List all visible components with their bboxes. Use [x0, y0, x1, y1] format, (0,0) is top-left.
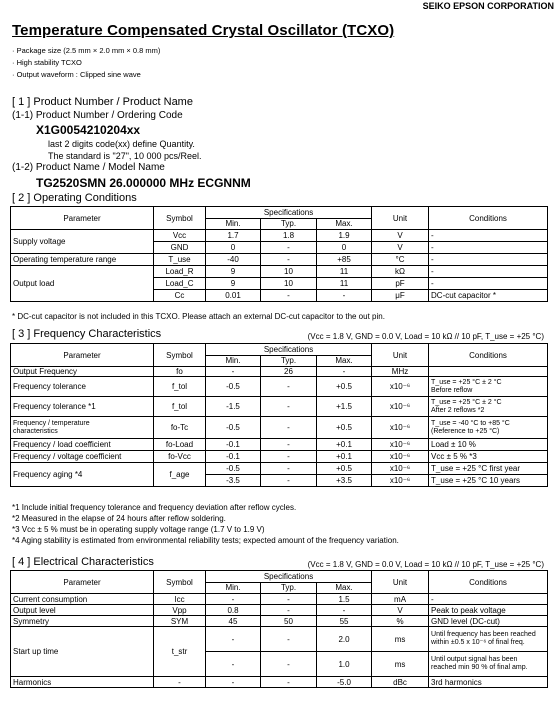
min-cell: 9	[206, 266, 261, 278]
section-1-heading: [ 1 ] Product Number / Product Name	[12, 96, 193, 108]
typ-cell: -	[261, 417, 317, 439]
symbol-cell: Load_C	[154, 278, 206, 290]
typ-cell: -	[261, 463, 317, 475]
header-specifications: Specifications	[206, 207, 372, 219]
conditions-cell: GND level (DC-cut)	[429, 616, 548, 627]
section-2-heading: [ 2 ] Operating Conditions	[12, 192, 137, 204]
typ-cell: -	[261, 290, 317, 302]
parameter-cell: Current consumption	[11, 594, 154, 605]
min-cell: 1.7	[206, 230, 261, 242]
max-cell: -	[317, 290, 372, 302]
table-row	[11, 377, 548, 397]
typ-cell: 10	[261, 278, 317, 290]
parameter-cell: Frequency / temperature characteristics	[11, 417, 154, 439]
header-symbol: Symbol	[154, 571, 206, 594]
typ-cell: -	[261, 594, 317, 605]
table-row	[11, 677, 548, 688]
header-typ: Typ.	[261, 218, 317, 230]
unit-cell: MHz	[372, 367, 429, 377]
electrical-characteristics-table	[10, 570, 548, 688]
unit-cell: x10⁻⁶	[372, 451, 429, 463]
max-cell: +85	[317, 254, 372, 266]
table-row	[11, 230, 548, 242]
typ-cell: -	[261, 377, 317, 397]
table-row	[11, 439, 548, 451]
typ-cell: -	[261, 254, 317, 266]
header-specifications: Specifications	[206, 344, 372, 356]
unit-cell: x10⁻⁶	[372, 377, 429, 397]
note-4: *4 Aging stability is estimated from environmental reliability tests; expected amount of the frequency variation.	[12, 536, 399, 545]
unit-cell: x10⁻⁶	[372, 475, 429, 487]
conditions-cell: T_use = +25 °C ± 2 °C After 2 reflows *2	[429, 397, 548, 417]
conditions-cell	[429, 367, 548, 377]
product-number: X1G0054210204xx	[36, 123, 141, 137]
conditions-cell: -	[429, 254, 548, 266]
conditions-cell: T_use = +25 °C 10 years	[429, 475, 548, 487]
conditions-cell: -	[429, 278, 548, 290]
symbol-cell: -	[154, 677, 206, 688]
unit-cell: dBc	[372, 677, 429, 688]
symbol-cell: fo-Vcc	[154, 451, 206, 463]
table-row	[11, 627, 548, 652]
min-cell: -0.5	[206, 377, 261, 397]
max-cell: 1.0	[317, 652, 372, 677]
section-4-conditions: (Vcc = 1.8 V, GND = 0.0 V, Load = 10 kΩ // 10 pF, T_use = +25 °C)	[307, 560, 544, 569]
header-min: Min.	[206, 582, 261, 594]
max-cell: +0.1	[317, 439, 372, 451]
table-row	[11, 594, 548, 605]
unit-cell: x10⁻⁶	[372, 397, 429, 417]
symbol-cell: f_age	[154, 463, 206, 487]
symbol-cell: f_tol	[154, 397, 206, 417]
table-row	[11, 266, 548, 278]
header-min: Min.	[206, 355, 261, 367]
symbol-cell: GND	[154, 242, 206, 254]
min-cell: -	[206, 677, 261, 688]
header-max: Max.	[317, 582, 372, 594]
header-unit: Unit	[372, 344, 429, 367]
header-parameter: Parameter	[11, 344, 154, 367]
typ-cell: -	[261, 605, 317, 616]
conditions-cell: -	[429, 230, 548, 242]
section-3-conditions: (Vcc = 1.8 V, GND = 0.0 V, Load = 10 kΩ // 10 pF, T_use = +25 °C)	[307, 332, 544, 341]
note-1: *1 Include initial frequency tolerance and frequency deviation after reflow cycles.	[12, 503, 297, 512]
max-cell: +0.5	[317, 377, 372, 397]
conditions-cell: DC-cut capacitor *	[429, 290, 548, 302]
max-cell: -5.0	[317, 677, 372, 688]
header-symbol: Symbol	[154, 344, 206, 367]
section-4-heading: [ 4 ] Electrical Characteristics	[12, 556, 154, 568]
conditions-cell: -	[429, 266, 548, 278]
min-cell: -	[206, 367, 261, 377]
note-2: *2 Measured in the elapse of 24 hours after reflow soldering.	[12, 514, 226, 523]
table-row	[11, 417, 548, 439]
parameter-cell: Frequency aging *4	[11, 463, 154, 487]
unit-cell: μF	[372, 290, 429, 302]
frequency-notes	[12, 502, 399, 546]
header-conditions: Conditions	[429, 207, 548, 230]
typ-cell: -	[261, 652, 317, 677]
parameter-cell: Frequency / voltage coefficient	[11, 451, 154, 463]
header-typ: Typ.	[261, 582, 317, 594]
parameter-cell: Symmetry	[11, 616, 154, 627]
conditions-cell: Load ± 10 %	[429, 439, 548, 451]
symbol-cell: Cc	[154, 290, 206, 302]
max-cell: 1.9	[317, 230, 372, 242]
symbol-cell: Load_R	[154, 266, 206, 278]
conditions-cell: Peak to peak voltage	[429, 605, 548, 616]
typ-cell: 1.8	[261, 230, 317, 242]
symbol-cell: fo	[154, 367, 206, 377]
feature-item: · Package size (2.5 mm × 2.0 mm × 0.8 mm)	[12, 46, 161, 55]
min-cell: -1.5	[206, 397, 261, 417]
parameter-cell: Output level	[11, 605, 154, 616]
header-unit: Unit	[372, 207, 429, 230]
frequency-characteristics-table	[10, 343, 548, 487]
header-conditions: Conditions	[429, 571, 548, 594]
unit-cell: pF	[372, 278, 429, 290]
unit-cell: ms	[372, 627, 429, 652]
symbol-cell: T_use	[154, 254, 206, 266]
dc-cut-note: * DC-cut capacitor is not included in this TCXO. Please attach an external DC-cut capacitor to the out pin.	[12, 312, 385, 321]
unit-cell: mA	[372, 594, 429, 605]
min-cell: -3.5	[206, 475, 261, 487]
max-cell: -	[317, 605, 372, 616]
header-parameter: Parameter	[11, 571, 154, 594]
header-parameter: Parameter	[11, 207, 154, 230]
typ-cell: 10	[261, 266, 317, 278]
parameter-cell: Frequency / load coefficient	[11, 439, 154, 451]
header-specifications: Specifications	[206, 571, 372, 583]
conditions-cell: Until frequency has been reached within ±0.5 x 10⁻⁶ of final freq.	[429, 627, 548, 652]
unit-cell: V	[372, 230, 429, 242]
symbol-cell: fo-Tc	[154, 417, 206, 439]
document-title: Temperature Compensated Crystal Oscillator (TCXO)	[12, 22, 395, 39]
table-row	[11, 397, 548, 417]
typ-cell: -	[261, 397, 317, 417]
conditions-cell: -	[429, 594, 548, 605]
operating-conditions-table	[10, 206, 548, 302]
conditions-cell: T_use = +25 °C first year	[429, 463, 548, 475]
max-cell: 1.5	[317, 594, 372, 605]
table-row	[11, 605, 548, 616]
corporation-name: SEIKO EPSON CORPORATION	[422, 1, 554, 11]
feature-item: · High stability TCXO	[12, 58, 82, 67]
header-max: Max.	[317, 355, 372, 367]
symbol-cell: fo-Load	[154, 439, 206, 451]
min-cell: -0.1	[206, 439, 261, 451]
unit-cell: x10⁻⁶	[372, 417, 429, 439]
table-row	[11, 616, 548, 627]
quantity-note: last 2 digits code(xx) define Quantity.	[48, 139, 195, 149]
table-row	[11, 451, 548, 463]
header-min: Min.	[206, 218, 261, 230]
unit-cell: kΩ	[372, 266, 429, 278]
unit-cell: °C	[372, 254, 429, 266]
symbol-cell: t_str	[154, 627, 206, 677]
model-name-label: (1-2) Product Name / Model Name	[12, 162, 165, 173]
max-cell: 11	[317, 266, 372, 278]
parameter-cell: Frequency tolerance	[11, 377, 154, 397]
max-cell: +0.5	[317, 463, 372, 475]
min-cell: -0.5	[206, 417, 261, 439]
unit-cell: ms	[372, 652, 429, 677]
typ-cell: 26	[261, 367, 317, 377]
feature-list	[12, 45, 160, 81]
parameter-cell: Start up time	[11, 627, 154, 677]
conditions-cell: T_use = -40 °C to +85 °C (Reference to +25 °C)	[429, 417, 548, 439]
conditions-cell: 3rd harmonics	[429, 677, 548, 688]
unit-cell: %	[372, 616, 429, 627]
conditions-cell: Until output signal has been reached min 90 % of final amp.	[429, 652, 548, 677]
max-cell: -	[317, 367, 372, 377]
max-cell: 55	[317, 616, 372, 627]
table-row	[11, 463, 548, 475]
typ-cell: -	[261, 677, 317, 688]
table-row	[11, 367, 548, 377]
min-cell: -40	[206, 254, 261, 266]
min-cell: -0.5	[206, 463, 261, 475]
parameter-cell: Supply voltage	[11, 230, 154, 254]
min-cell: 9	[206, 278, 261, 290]
min-cell: -	[206, 627, 261, 652]
conditions-cell: Vcc ± 5 % *3	[429, 451, 548, 463]
max-cell: +1.5	[317, 397, 372, 417]
conditions-cell: -	[429, 242, 548, 254]
min-cell: 0.8	[206, 605, 261, 616]
max-cell: 2.0	[317, 627, 372, 652]
min-cell: -0.1	[206, 451, 261, 463]
min-cell: 0.01	[206, 290, 261, 302]
unit-cell: V	[372, 242, 429, 254]
symbol-cell: Vcc	[154, 230, 206, 242]
symbol-cell: Vpp	[154, 605, 206, 616]
typ-cell: -	[261, 627, 317, 652]
standard-note: The standard is "27", 10 000 pcs/Reel.	[48, 151, 202, 161]
unit-cell: V	[372, 605, 429, 616]
parameter-cell: Frequency tolerance *1	[11, 397, 154, 417]
typ-cell: -	[261, 439, 317, 451]
min-cell: 0	[206, 242, 261, 254]
table-row	[11, 254, 548, 266]
product-number-note	[48, 138, 201, 162]
typ-cell: -	[261, 451, 317, 463]
min-cell: -	[206, 594, 261, 605]
parameter-cell: Output Frequency	[11, 367, 154, 377]
max-cell: +0.1	[317, 451, 372, 463]
max-cell: 11	[317, 278, 372, 290]
feature-item: · Output waveform : Clipped sine wave	[12, 70, 141, 79]
header-conditions: Conditions	[429, 344, 548, 367]
typ-cell: -	[261, 242, 317, 254]
parameter-cell: Operating temperature range	[11, 254, 154, 266]
unit-cell: x10⁻⁶	[372, 439, 429, 451]
symbol-cell: Icc	[154, 594, 206, 605]
min-cell: 45	[206, 616, 261, 627]
symbol-cell: SYM	[154, 616, 206, 627]
ordering-code-label: (1-1) Product Number / Ordering Code	[12, 110, 183, 121]
header-typ: Typ.	[261, 355, 317, 367]
unit-cell: x10⁻⁶	[372, 463, 429, 475]
header-max: Max.	[317, 218, 372, 230]
max-cell: +0.5	[317, 417, 372, 439]
header-unit: Unit	[372, 571, 429, 594]
header-symbol: Symbol	[154, 207, 206, 230]
parameter-cell: Harmonics	[11, 677, 154, 688]
typ-cell: -	[261, 475, 317, 487]
parameter-cell: Output load	[11, 266, 154, 302]
conditions-cell: T_use = +25 °C ± 2 °C Before reflow	[429, 377, 548, 397]
symbol-cell: f_tol	[154, 377, 206, 397]
section-3-heading: [ 3 ] Frequency Characteristics	[12, 328, 162, 340]
typ-cell: 50	[261, 616, 317, 627]
note-3: *3 Vcc ± 5 % must be in operating supply voltage range (1.7 V to 1.9 V)	[12, 525, 265, 534]
max-cell: 0	[317, 242, 372, 254]
min-cell: -	[206, 652, 261, 677]
model-name: TG2520SMN 26.000000 MHz ECGNNM	[36, 176, 251, 190]
max-cell: +3.5	[317, 475, 372, 487]
